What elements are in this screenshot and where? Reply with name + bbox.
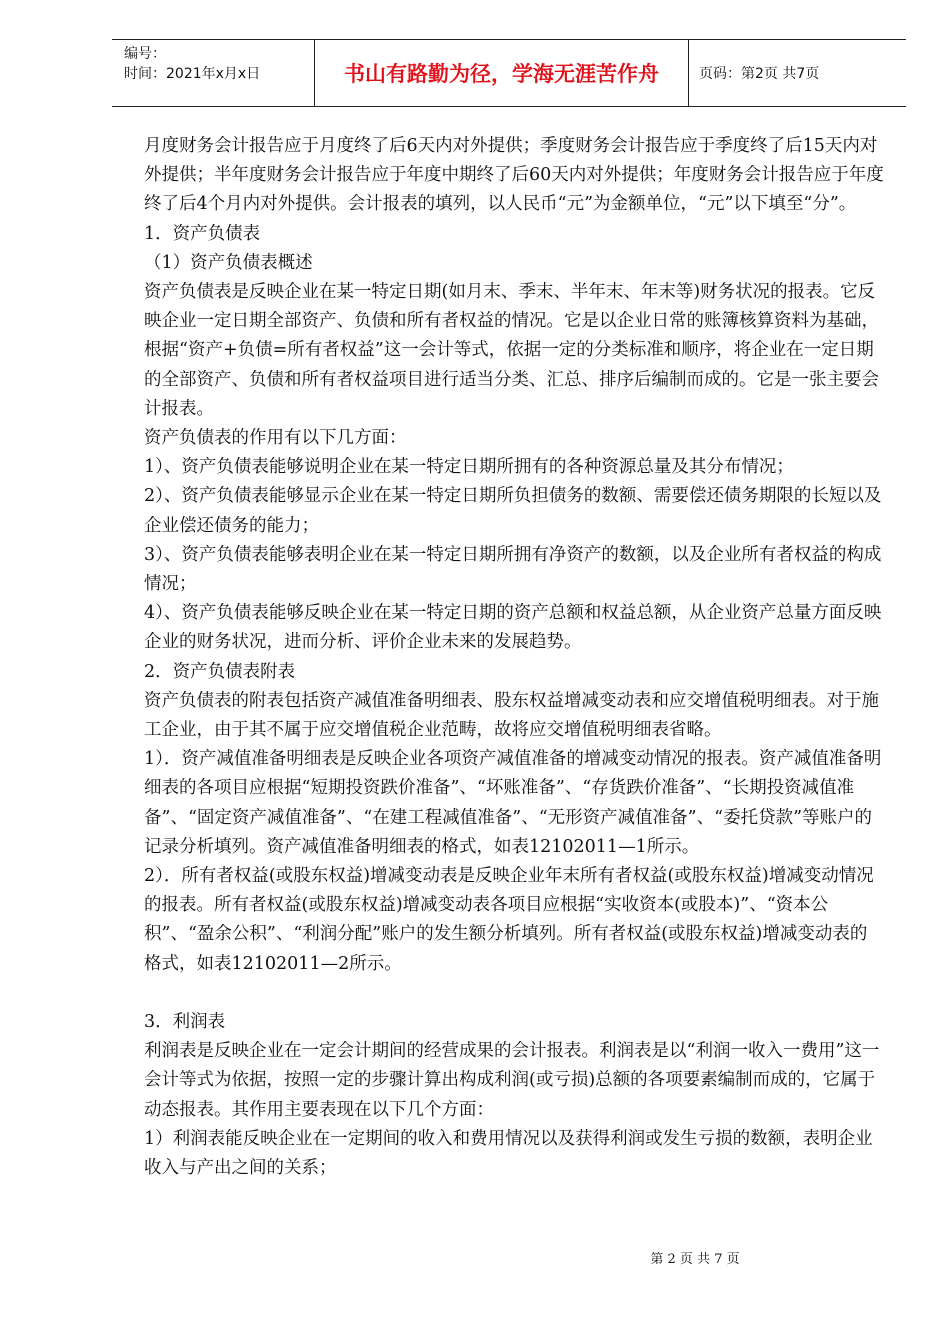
paragraph: 月度财务会计报告应于月度终了后6天内对外提供；季度财务会计报告应于季度终了后15天内对外提供；半年度财务会计报告应于年度中期终了后60天内对外提供；年度财务会计报告应于年度终了后4个月内对外提供。会计报表的填列，以人民币“元”为金额单位，“元”以下填至“分”。 [144,136,884,215]
list-item: 4）、资产负债表能够反映企业在某一特定日期的资产总额和权益总额，从企业资产总量方面反映企业的财务状况，进而分析、评价企业未来的发展趋势。 [144,603,882,653]
motto-text: 书山有路勤为径，学海无涯苦作舟 [344,62,659,86]
list-item: 1）．资产减值准备明细表是反映企业各项资产减值准备的增减变动情况的报表。资产减值准备明细表的各项目应根据“短期投资跌价准备”、“坏账准备”、“存货跌价准备”、“长期投资减值准备”、“固定资产减值准备”、“在建工程减值准备”、“无形资产减值准备”、“委托贷款”等账户的记录分析填列。资产减值准备明细表的格式，如表12102011—1所示。 [144,749,882,857]
page-label: 页码：第2页 共7页 [699,66,820,82]
subsection-heading: （1）资产负债表概述 [144,252,313,273]
document-body [144,132,884,1183]
time-label: 时间：2021年x月x日 [124,66,261,82]
list-item: 3）、资产负债表能够表明企业在某一特定日期所拥有净资产的数额，以及企业所有者权益的构成情况； [144,544,882,595]
section-heading: 3．利润表 [144,1011,226,1032]
paragraph: 资产负债表的附表包括资产减值准备明细表、股东权益增减变动表和应交增值税明细表。对于施工企业，由于其不属于应交增值税企业范畴，故将应交增值税明细表省略。 [144,690,879,741]
list-item: 1）利润表能反映企业在一定期间的收入和费用情况以及获得利润或发生亏损的数额，表明企业收入与产出之间的关系； [144,1128,873,1178]
list-item: 1）、资产负债表能够说明企业在某一特定日期所拥有的各种资源总量及其分布情况； [144,457,794,478]
section-heading: 2．资产负债表附表 [144,661,296,682]
blank-line [144,979,884,1008]
paragraph: 资产负债表的作用有以下几方面： [144,428,407,449]
footer-page-number: 第 2 页 共 7 页 [650,1252,740,1267]
header-motto-cell [315,40,689,106]
list-item: 2）、资产负债表能够显示企业在某一特定日期所负担债务的数额、需要偿还债务期限的长短以及企业偿还债务的能力； [144,486,882,536]
page-footer [220,1248,950,1267]
paragraph: 利润表是反映企业在一定会计期间的经营成果的会计报表。利润表是以“利润一收入一费用”这一会计等式为依据，按照一定的步骤计算出构成利润(或亏损)总额的各项要素编制而成的，它属于动态报表。其作用主要表现在以下几个方面： [144,1041,880,1120]
list-item: 2）．所有者权益(或股东权益)增减变动表是反映企业年末所有者权益(或股东权益)增减变动情况的报表。所有者权益(或股东权益)增减变动表各项目应根据“实收资本(或股本)”、“资本公积”、“盈余公积”、“利润分配”账户的发生额分析填列。所有者权益(或股东权益)增减变动表的格式，如表12102011—2所示。 [144,866,874,974]
code-label: 编号： [124,46,166,62]
section-heading: 1．资产负债表 [144,223,261,244]
paragraph: 资产负债表是反映企业在某一特定日期(如月末、季末、半年末、年末等)财务状况的报表。它反映企业一定日期全部资产、负债和所有者权益的情况。它是以企业日常的账簿核算资料为基础，根据“资产+负债=所有者权益”这一会计等式，依据一定的分类标准和顺序，将企业在一定日期的全部资产、负债和所有者权益项目进行适当分类、汇总、排序后编制而成的。它是一张主要会计报表。 [144,282,879,419]
header-meta [112,40,315,106]
page-label-cell [689,40,906,106]
page-header [112,39,906,107]
